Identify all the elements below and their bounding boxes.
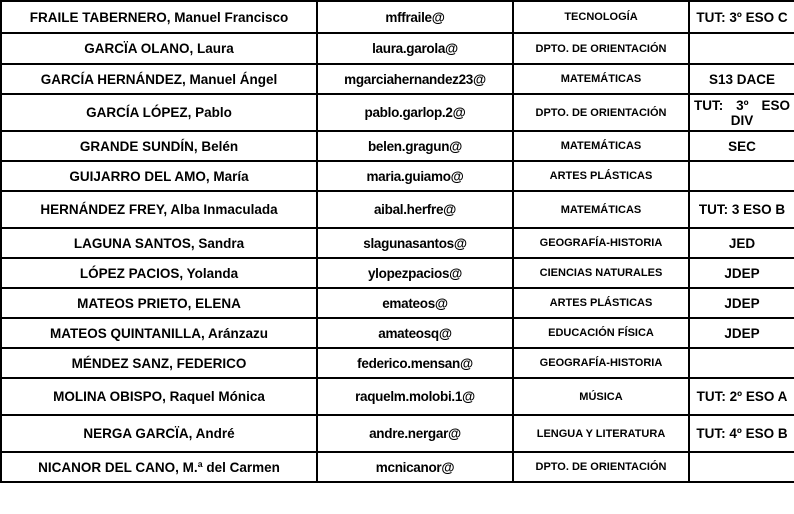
teacher-department: EDUCACIÓN FÍSICA <box>513 318 689 348</box>
teacher-email: aibal.herfre@ <box>317 191 513 228</box>
table-row <box>1 348 794 378</box>
teacher-email: andre.nergar@ <box>317 415 513 452</box>
teacher-email: belen.gragun@ <box>317 131 513 161</box>
teacher-name: LAGUNA SANTOS, Sandra <box>1 228 317 258</box>
teacher-department: MATEMÁTICAS <box>513 64 689 94</box>
teacher-department: DPTO. DE ORIENTACIÓN <box>513 452 689 482</box>
teacher-email: raquelm.molobi.1@ <box>317 378 513 415</box>
teacher-department: DPTO. DE ORIENTACIÓN <box>513 94 689 131</box>
teacher-email: emateos@ <box>317 288 513 318</box>
table-row <box>1 131 794 161</box>
teacher-role: TUT: 2º ESO A <box>689 378 794 415</box>
teacher-role <box>689 33 794 64</box>
table-row <box>1 258 794 288</box>
table-row <box>1 228 794 258</box>
teacher-role: JDEP <box>689 258 794 288</box>
teacher-name: GUIJARRO DEL AMO, María <box>1 161 317 191</box>
teacher-role: JDEP <box>689 318 794 348</box>
teacher-email: slagunasantos@ <box>317 228 513 258</box>
teacher-role <box>689 348 794 378</box>
teacher-email: mcnicanor@ <box>317 452 513 482</box>
table-row <box>1 94 794 131</box>
teacher-role: JDEP <box>689 288 794 318</box>
teacher-name: HERNÁNDEZ FREY, Alba Inmaculada <box>1 191 317 228</box>
teacher-name: GRANDE SUNDÍN, Belén <box>1 131 317 161</box>
teacher-role: TUT: 3º ESO C <box>689 1 794 33</box>
teacher-name: MOLINA OBISPO, Raquel Mónica <box>1 378 317 415</box>
teacher-email: amateosq@ <box>317 318 513 348</box>
teacher-role: TUT: 4º ESO B <box>689 415 794 452</box>
teacher-department: DPTO. DE ORIENTACIÓN <box>513 33 689 64</box>
teacher-name: GARCÏA OLANO, Laura <box>1 33 317 64</box>
teacher-department: MATEMÁTICAS <box>513 131 689 161</box>
teacher-name: NERGA GARCÏA, André <box>1 415 317 452</box>
teacher-department: ARTES PLÁSTICAS <box>513 161 689 191</box>
teacher-name: MATEOS QUINTANILLA, Aránzazu <box>1 318 317 348</box>
teacher-name: NICANOR DEL CANO, M.ª del Carmen <box>1 452 317 482</box>
teacher-department: LENGUA Y LITERATURA <box>513 415 689 452</box>
table-row <box>1 288 794 318</box>
teacher-department: MÚSICA <box>513 378 689 415</box>
table-row <box>1 318 794 348</box>
table-row <box>1 378 794 415</box>
teacher-email: pablo.garlop.2@ <box>317 94 513 131</box>
teacher-name: LÓPEZ PACIOS, Yolanda <box>1 258 317 288</box>
table-row <box>1 191 794 228</box>
teacher-role: TUT: 3 ESO B <box>689 191 794 228</box>
teacher-role: TUT: 3º ESO DIV <box>689 94 794 131</box>
teacher-role: SEC <box>689 131 794 161</box>
teacher-department: TECNOLOGÍA <box>513 1 689 33</box>
teacher-department: CIENCIAS NATURALES <box>513 258 689 288</box>
table-row <box>1 1 794 33</box>
teacher-role <box>689 161 794 191</box>
teacher-department: GEOGRAFÍA-HISTORIA <box>513 348 689 378</box>
table-row <box>1 415 794 452</box>
teacher-role: S13 DACE <box>689 64 794 94</box>
table-row <box>1 452 794 482</box>
table-row <box>1 161 794 191</box>
teacher-email: federico.mensan@ <box>317 348 513 378</box>
table-row <box>1 64 794 94</box>
table-row <box>1 33 794 64</box>
teacher-email: laura.garola@ <box>317 33 513 64</box>
teacher-email: maria.guiamo@ <box>317 161 513 191</box>
teacher-email: ylopezpacios@ <box>317 258 513 288</box>
teacher-department: GEOGRAFÍA-HISTORIA <box>513 228 689 258</box>
teacher-name: GARCÍA HERNÁNDEZ, Manuel Ángel <box>1 64 317 94</box>
teacher-role: JED <box>689 228 794 258</box>
teacher-email: mgarciahernandez23@ <box>317 64 513 94</box>
teacher-department: ARTES PLÁSTICAS <box>513 288 689 318</box>
teacher-role <box>689 452 794 482</box>
teacher-name: MATEOS PRIETO, ELENA <box>1 288 317 318</box>
teacher-name: FRAILE TABERNERO, Manuel Francisco <box>1 1 317 33</box>
teacher-name: MÉNDEZ SANZ, FEDERICO <box>1 348 317 378</box>
teacher-name: GARCÍA LÓPEZ, Pablo <box>1 94 317 131</box>
teacher-email: mffraile@ <box>317 1 513 33</box>
teacher-department: MATEMÁTICAS <box>513 191 689 228</box>
